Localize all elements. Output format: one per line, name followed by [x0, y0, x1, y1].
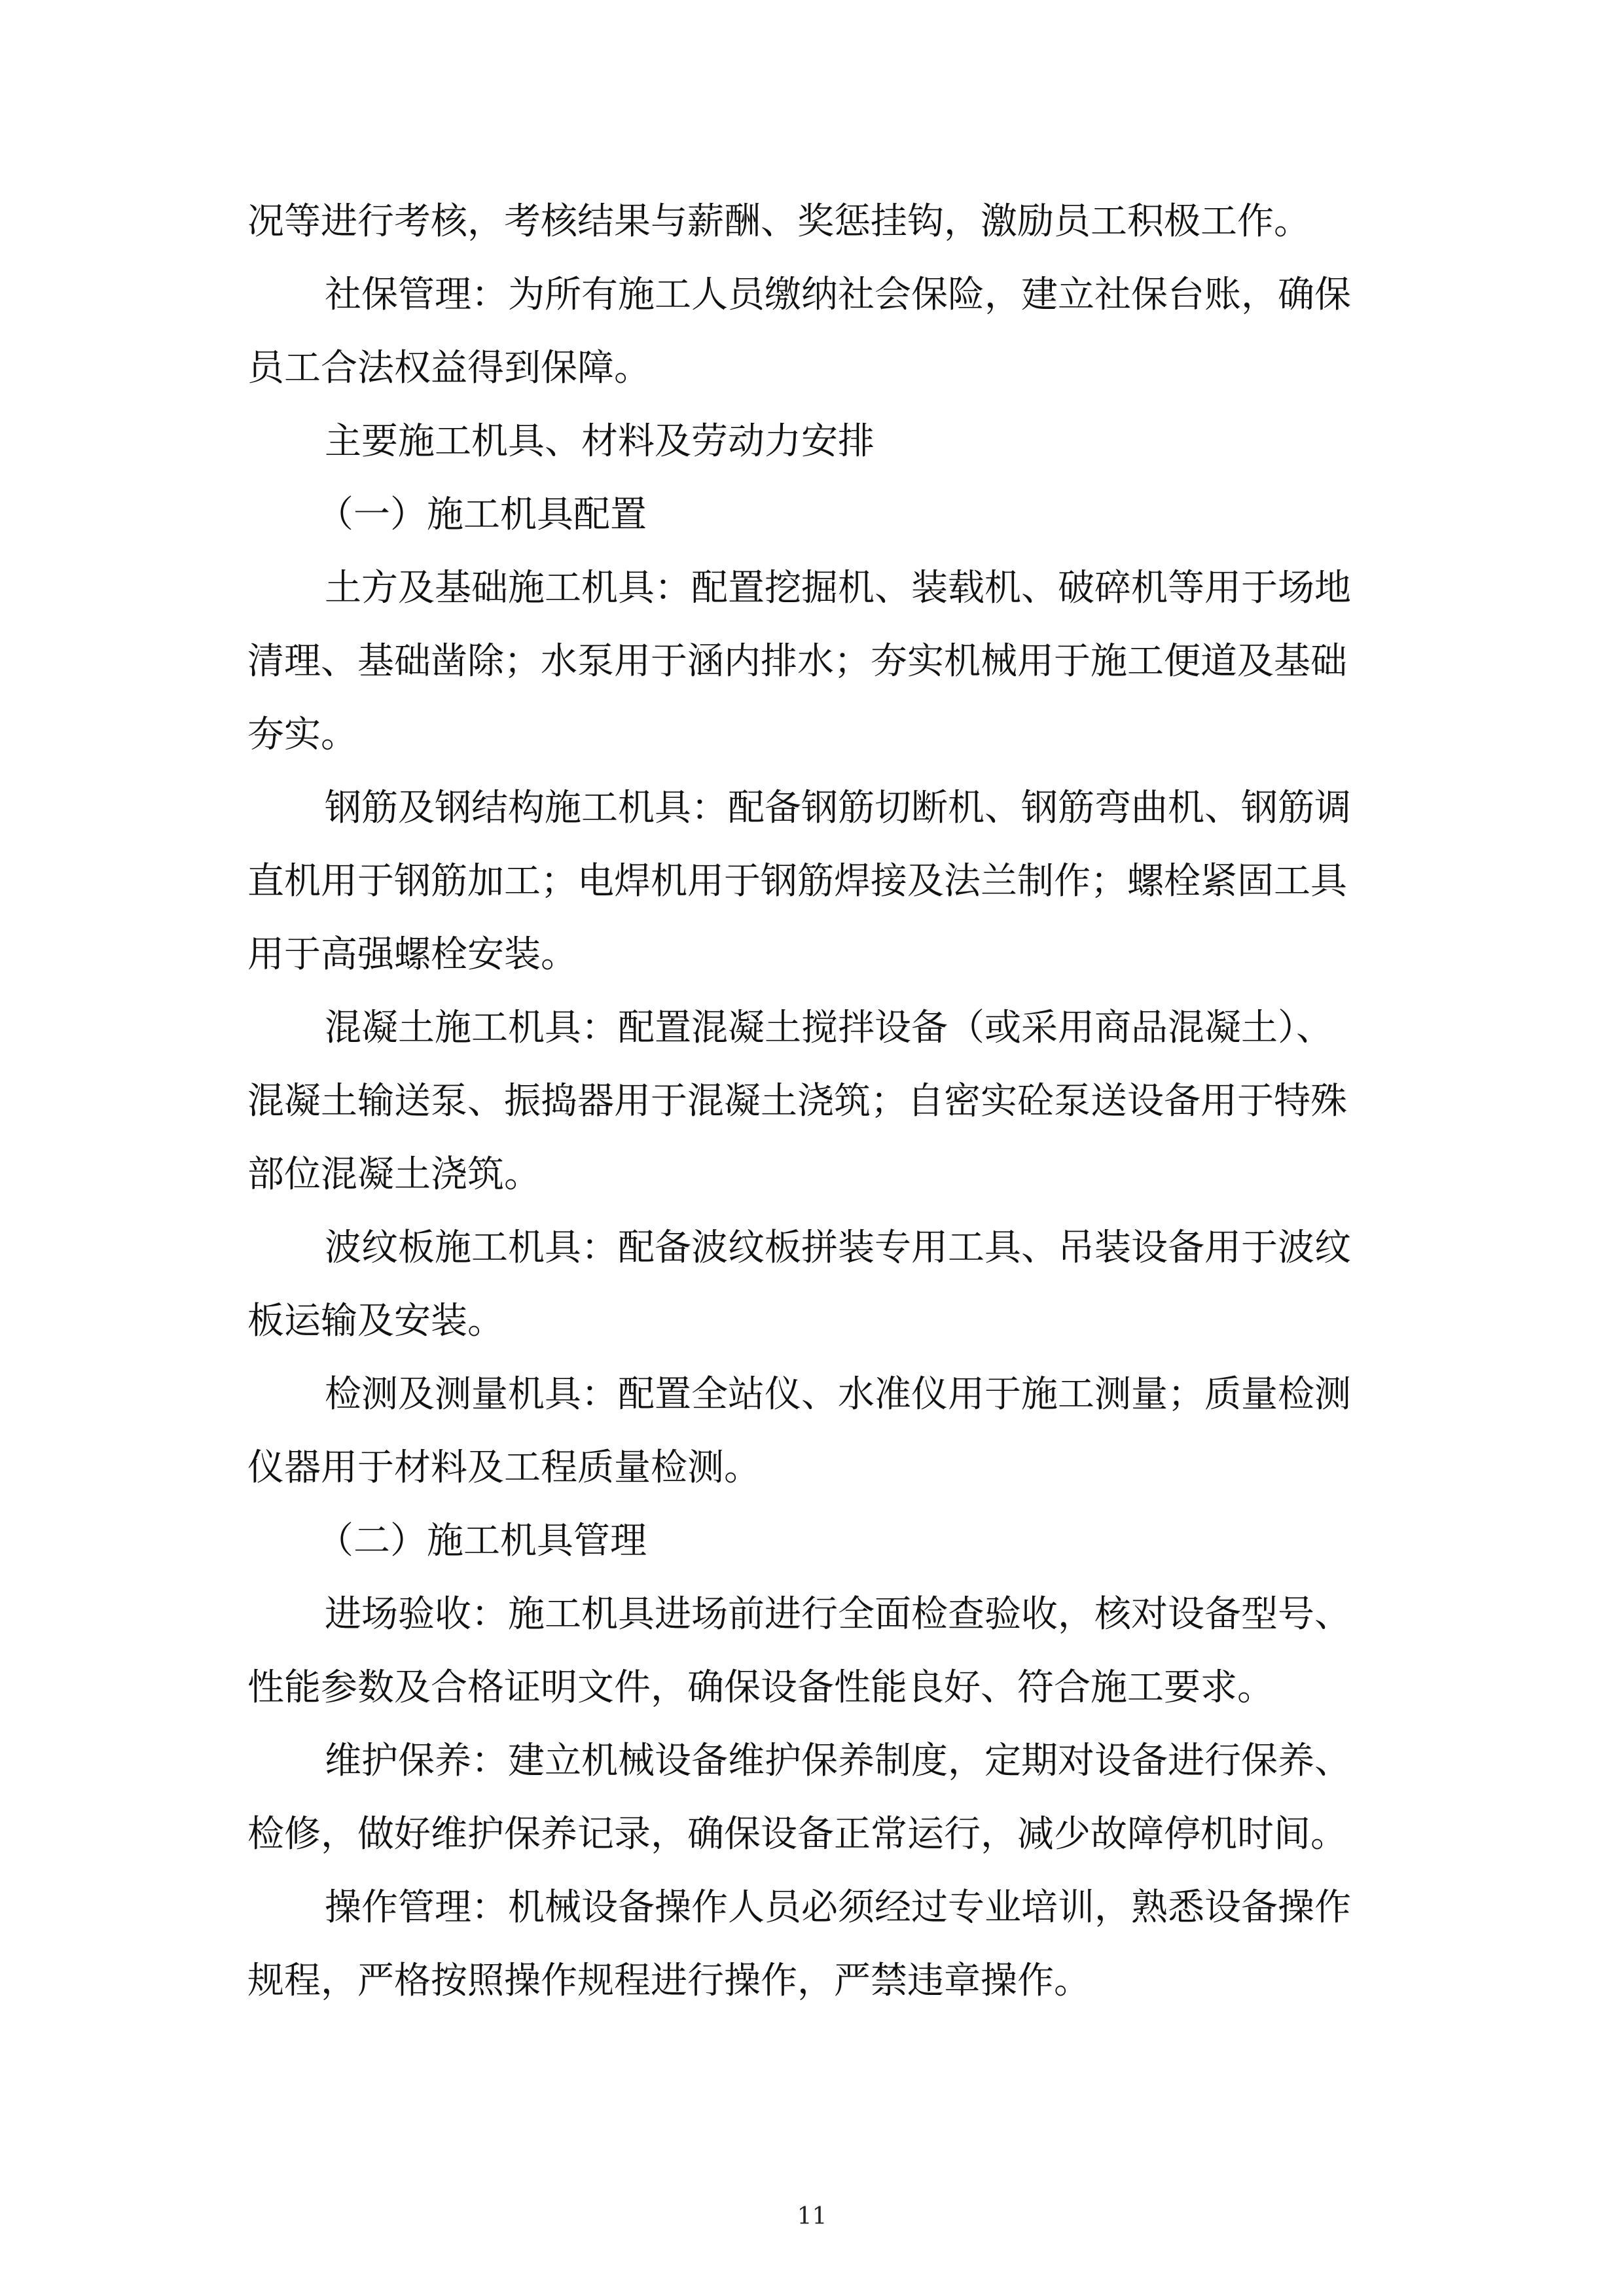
text-line: 波纹板施工机具：配备波纹板拼装专用工具、吊装设备用于波纹 [325, 1227, 1351, 1269]
paragraph-maintenance [247, 1725, 1386, 1871]
section-heading-text: 主要施工机具、材料及劳动力安排 [325, 420, 875, 463]
paragraph-concrete-machinery [247, 992, 1386, 1211]
text-line: 部位混凝土浇筑。 [247, 1153, 541, 1196]
text-line: 性能参数及合格证明文件，确保设备性能良好、符合施工要求。 [247, 1666, 1274, 1709]
text-line: 社保管理：为所有施工人员缴纳社会保险，建立社保台账，确保 [325, 274, 1351, 316]
text-line: 清理、基础凿除；水泵用于涵内排水；夯实机械用于施工便道及基础 [247, 640, 1347, 683]
page-number: 11 [797, 2203, 827, 2230]
text-line: 混凝土施工机具：配置混凝土搅拌设备（或采用商品混凝土）、 [325, 1007, 1333, 1049]
text-line: 土方及基础施工机具：配置挖掘机、装载机、破碎机等用于场地 [325, 567, 1351, 609]
paragraph-operation-management [247, 1871, 1386, 2018]
text-line: 钢筋及钢结构施工机具：配备钢筋切断机、钢筋弯曲机、钢筋调 [325, 787, 1351, 829]
paragraph-corrugated-plate-machinery [247, 1211, 1386, 1358]
text-line: 操作管理：机械设备操作人员必须经过专业培训，熟悉设备操作 [325, 1886, 1351, 1929]
text-line: 夯实。 [247, 713, 357, 756]
text-line: 规程，严格按照操作规程进行操作，严禁违章操作。 [247, 1960, 1091, 2002]
text-line: 仪器用于材料及工程质量检测。 [247, 1446, 761, 1489]
text-line: 员工合法权益得到保障。 [247, 347, 651, 389]
text-line: 检修，做好维护保养记录，确保设备正常运行，减少故障停机时间。 [247, 1813, 1347, 1856]
paragraph-earthwork-machinery [247, 552, 1386, 772]
paragraph-survey-machinery [247, 1358, 1386, 1505]
subheading-text: （一）施工机具配置 [317, 493, 647, 536]
text-line: 进场验收：施工机具进场前进行全面检查验收，核对设备型号、 [325, 1593, 1351, 1636]
paragraph-social-insurance [247, 259, 1386, 405]
text-line: 维护保养：建立机械设备维护保养制度，定期对设备进行保养、 [325, 1740, 1351, 1782]
text-line: 况等进行考核，考核结果与薪酬、奖惩挂钩，激励员工积极工作。 [247, 200, 1310, 243]
paragraph-entry-inspection [247, 1578, 1386, 1725]
document-body [247, 185, 1386, 2018]
subheading-text: （二）施工机具管理 [317, 1520, 647, 1562]
text-line: 用于高强螺栓安装。 [247, 933, 577, 976]
paragraph-rebar-machinery [247, 772, 1386, 992]
section-heading [247, 405, 1386, 478]
text-line: 直机用于钢筋加工；电焊机用于钢筋焊接及法兰制作；螺栓紧固工具 [247, 860, 1347, 903]
text-line: 检测及测量机具：配置全站仪、水准仪用于施工测量；质量检测 [325, 1373, 1351, 1416]
subheading-machinery-configuration [247, 478, 1386, 552]
text-line: 板运输及安装。 [247, 1300, 504, 1342]
subheading-machinery-management [247, 1505, 1386, 1578]
text-line: 混凝土输送泵、振捣器用于混凝土浇筑；自密实砼泵送设备用于特殊 [247, 1080, 1347, 1122]
paragraph-evaluation-continuation [247, 185, 1386, 259]
